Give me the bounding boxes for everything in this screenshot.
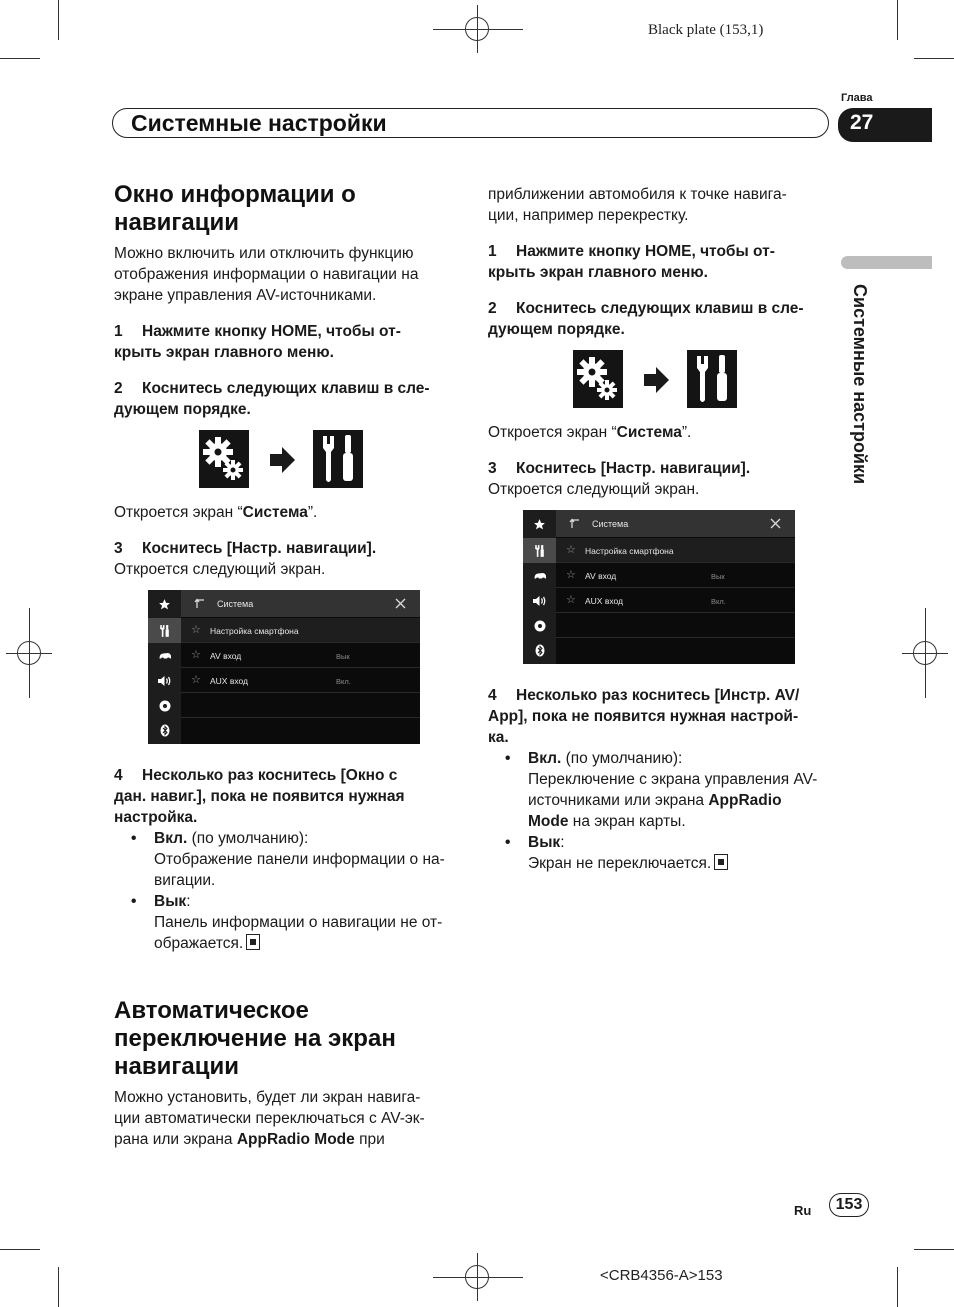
section-intro: Можно включить или отключить функцию отображения информации о навигации на экране управления AV-источниками. [114,245,419,304]
favorite-star-icon[interactable]: ☆ [566,544,576,556]
system-settings-screenshot [523,510,795,664]
star-icon [523,512,556,537]
section-heading-auto-switch: Автоматическое переключение на экран навигации [114,997,396,1080]
system-tools-icon [313,430,363,488]
chapter-header [112,108,829,138]
side-tab-label: Системные настройки [850,284,870,485]
star-icon [148,592,181,617]
crop-mark [58,1267,59,1307]
registration-mark-icon [465,1265,489,1289]
registration-mark-icon [465,17,489,41]
section-intro-continued: приближении автомобиля к точке навига- ции, например перекрестку. [488,186,787,224]
system-settings-screenshot [148,590,420,744]
crop-mark [914,1249,954,1250]
registration-mark-icon [913,641,937,665]
list-item[interactable]: ☆ AUX вход Вкл. [181,668,420,693]
step-2: 2 Коснитесь следующих клавиш в сле- дующем порядке. [488,300,804,338]
crop-mark [897,0,898,40]
chapter-title: Системные настройки [131,110,387,136]
screen-title-bar [181,590,420,617]
step-2: 2 Коснитесь следующих клавиш в сле- дующем порядке. [114,380,430,418]
section-intro: Можно установить, будет ли экран навига- ции автоматически переключаться с AV-эк- рана или экрана AppRadio Mode при [114,1089,425,1148]
disc-icon [148,693,181,718]
bluetooth-icon [523,638,556,663]
list-item-empty [181,693,420,718]
chapter-label: Глава [841,92,873,104]
option-off: • Вык: Панель информации о навигации не от- ображается. [131,893,443,952]
end-of-section-icon [714,854,728,870]
settings-gears-icon [573,350,623,408]
favorite-star-icon[interactable]: ☆ [191,649,201,661]
speaker-icon [148,668,181,693]
car-icon [523,563,556,588]
crop-mark [0,1249,40,1250]
bluetooth-icon [148,718,181,743]
screen-title: Система [217,599,254,609]
chapter-number-box [838,108,932,142]
end-of-section-icon [246,934,260,950]
document-code: <CRB4356-A>153 [600,1267,723,1284]
tools-icon [523,538,556,563]
close-icon[interactable] [770,518,781,529]
back-icon[interactable] [569,517,582,530]
settings-gears-icon [199,430,249,488]
crop-mark [58,0,59,40]
crop-mark [0,58,40,59]
screen-sidebar [523,510,556,664]
opens-system-text: Откроется экран “Система”. [488,424,692,441]
list-item[interactable]: ☆ Настройка смартфона [556,538,795,563]
step-3: 3 Коснитесь [Настр. навигации]. [488,460,751,477]
list-item[interactable]: ☆ AV вход Вык [181,643,420,668]
right-column [488,184,833,874]
crop-mark [897,1267,898,1307]
side-tab-bar [841,256,932,269]
favorite-star-icon[interactable]: ☆ [191,674,201,686]
page-number: 153 [829,1193,869,1217]
left-column [114,181,459,1150]
step-1: 1 Нажмите кнопку HOME, чтобы от- крыть экран главного меню. [114,323,401,361]
chapter-number: 27 [850,111,874,134]
favorite-star-icon[interactable]: ☆ [566,594,576,606]
key-sequence [488,350,833,410]
back-icon[interactable] [194,597,207,610]
crop-mark [914,58,954,59]
tools-icon [148,618,181,643]
screen-title: Система [592,519,629,529]
registration-mark-icon [17,641,41,665]
step-3-result: Откроется следующий экран. [488,481,700,498]
car-icon [148,643,181,668]
step-4: 4 Несколько раз коснитесь [Окно с дан. навиг.], пока не появится нужная настройка. [114,767,405,826]
favorite-star-icon[interactable]: ☆ [566,569,576,581]
close-icon[interactable] [395,598,406,609]
list-item-empty [556,613,795,638]
arrow-right-icon [642,366,670,394]
language-label: Ru [794,1203,812,1218]
key-sequence [114,430,459,490]
screen-title-bar [556,510,795,537]
step-3-result: Откроется следующий экран. [114,561,326,578]
disc-icon [523,613,556,638]
option-on: • Вкл. (по умолчанию): Переключение с экрана управления AV- источниками или экрана AppRadio Mode на экран карты. [505,750,818,830]
opens-system-text: Откроется экран “Система”. [114,504,318,521]
option-on: • Вкл. (по умолчанию): Отображение панели информации о на- вигации. [131,830,445,889]
list-item[interactable]: ☆ AV вход Вык [556,563,795,588]
section-heading-nav-info: Окно информации о навигации [114,181,356,236]
black-plate-label: Black plate (153,1) [648,22,764,38]
step-4: 4 Несколько раз коснитесь [Инстр. AV/ App], пока не появится нужная настрой- ка. [488,687,800,746]
favorite-star-icon[interactable]: ☆ [191,624,201,636]
arrow-right-icon [268,446,296,474]
step-1: 1 Нажмите кнопку HOME, чтобы от- крыть экран главного меню. [488,243,775,281]
screen-sidebar [148,590,181,744]
list-item[interactable]: ☆ AUX вход Вкл. [556,588,795,613]
option-off: • Вык: Экран не переключается. [488,832,833,874]
system-tools-icon [687,350,737,408]
step-3: 3 Коснитесь [Настр. навигации]. [114,540,377,557]
list-item[interactable]: ☆ Настройка смартфона [181,618,420,643]
speaker-icon [523,588,556,613]
